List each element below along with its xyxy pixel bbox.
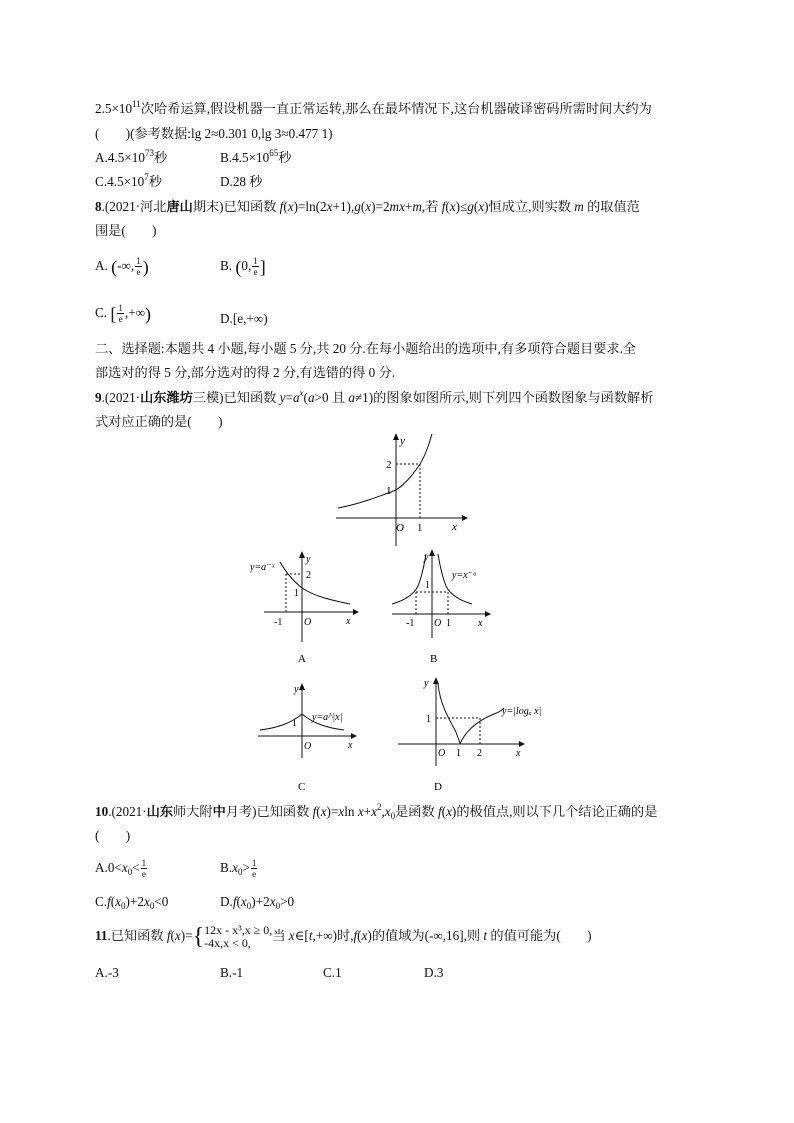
x-label: x	[516, 748, 521, 759]
x-label: x	[348, 740, 353, 751]
tick-2x: 2	[477, 748, 482, 759]
func-label: y=a⁻ˣ	[250, 562, 275, 573]
q7-line1: $2.5\times 10^{11}$次哈希运算,假设机器一直正常运转,那么在最坏情况下,这台机器破译密码所需时间大约为	[95, 99, 652, 116]
y-axis-arrow-icon	[429, 549, 435, 556]
graph-label: B	[430, 653, 438, 665]
tick-2: 2	[306, 570, 311, 581]
graph-label: C	[298, 781, 306, 793]
graph-label: D	[434, 781, 442, 793]
q10-line2: ( )	[95, 828, 131, 843]
tick-m1: -1	[406, 618, 415, 629]
q11-piecewise: 12x - x³,x ≥ 0, -4x,x < 0,	[204, 923, 273, 950]
x-label: x	[478, 618, 483, 629]
q8-option-d[interactable]: D.[e,+∞)	[220, 311, 268, 326]
curve	[280, 562, 350, 604]
tick-1x: 1	[446, 618, 451, 629]
origin: O	[438, 748, 446, 759]
q9-main-graph	[330, 432, 470, 550]
q11-stem: 11.已知函数 f(x)={ 12x - x³,x ≥ 0, -4x,x < 0, 当 x∈[t,+∞)时,f(x)的值域为(-∞,16],则 t 的值可能为( )	[95, 923, 592, 950]
x-axis-arrow-icon	[519, 741, 525, 747]
origin: O	[304, 617, 312, 628]
x-label: x	[346, 616, 351, 627]
graph-label: A	[298, 653, 306, 665]
q8-option-b[interactable]: B. (0, $\frac{1}{e}$ ]	[220, 256, 266, 278]
tick-1x: 1	[456, 748, 461, 759]
x-axis-arrow-icon	[462, 515, 468, 521]
y-label: y	[424, 552, 429, 563]
curve-left	[392, 554, 426, 604]
curve	[438, 684, 504, 744]
origin: O	[434, 618, 442, 629]
x-axis-arrow-icon	[485, 611, 491, 617]
origin: O	[304, 741, 312, 752]
q11-option-a[interactable]: A.-3	[95, 965, 119, 980]
tick-m1: -1	[274, 617, 283, 628]
q9-line1: 9.(2021·山东潍坊三模)已知函数 $y=a^x(a>0$ 且 a≠1)的图象如图所示,则下列四个函数图象与函数解析	[95, 388, 654, 405]
q10-option-c[interactable]: $C.f(x_0)+2x_0<0$	[95, 894, 169, 911]
q11-option-b[interactable]: B.-1	[220, 965, 244, 980]
y-axis-arrow-icon	[299, 683, 305, 690]
x-axis-arrow-icon	[351, 733, 357, 739]
q7-option-c[interactable]: $C.4.5\times 10^7$秒	[95, 172, 162, 189]
y-axis-arrow-icon	[299, 551, 305, 558]
exp-curve	[338, 434, 432, 508]
section2-line1: 二、选择题:本题共 4 小题,每小题 5 分,共 20 分.在每小题给出的选项中,有多项符合题目要求.全	[95, 341, 637, 356]
tick-1: 1	[292, 718, 297, 729]
q10-option-a[interactable]: $A.0<x_0<$ $\frac{1}{e}$	[95, 858, 147, 880]
y-label: y	[306, 554, 311, 565]
func-label: y=a^|x|	[312, 712, 343, 723]
y-axis-arrow-icon	[393, 433, 399, 440]
func-label: y=x⁻ᵃ	[452, 570, 477, 581]
tick-1y: 1	[425, 580, 430, 591]
q9-graph-c	[254, 678, 364, 796]
x-label: x	[452, 521, 457, 533]
section2-line2: 部选对的得 5 分,部分选对的得 2 分,有选错的得 0 分.	[95, 365, 396, 380]
y-label: y	[294, 684, 299, 695]
x-axis-arrow-icon	[353, 609, 359, 615]
q7-option-d[interactable]: D.28 秒	[220, 174, 263, 189]
tick-1: 1	[294, 588, 299, 599]
y-label: y	[424, 678, 429, 689]
tick-1y: 1	[426, 714, 431, 725]
q11-option-d[interactable]: D.3	[424, 965, 444, 980]
q9-graph-b	[388, 548, 498, 666]
tick-1: 1	[386, 485, 392, 497]
q10-option-b[interactable]: $B.x_0>$ $\frac{1}{e}$	[220, 858, 257, 880]
tick-2: 2	[386, 459, 392, 471]
func-label: y=|logₐ x|	[502, 706, 542, 717]
q10-option-d[interactable]: $D.f(x_0)+2x_0>0$	[220, 894, 295, 911]
q7-option-b[interactable]: $B.4.5\times 10^{65}$秒	[220, 148, 292, 165]
q9-graph-d	[394, 674, 584, 796]
q9-graph-a	[250, 550, 360, 666]
q9-line2: 式对应正确的是( )	[95, 414, 223, 429]
q7-option-a[interactable]: $A.4.5\times 10^{73}$秒	[95, 148, 168, 165]
q8-line2: 围是( )	[95, 223, 157, 238]
tick-x1: 1	[417, 522, 423, 534]
y-label: y	[400, 435, 405, 447]
q7-line2: ( )(参考数据:lg 2≈0.301 0,lg 3≈0.477 1)	[95, 126, 333, 141]
q10-line1: 10.(2021·山东师大附中月考)已知函数 f(x)=xln $x+x^2,x_0$是函数 f(x)的极值点,则以下几个结论正确的是	[95, 802, 658, 821]
q11-option-c[interactable]: C.1	[323, 965, 342, 980]
q8-line1: 8.(2021·河北唐山期末)已知函数 f(x)=ln(2x+1),g(x)=2mx+m,若 f(x)≤g(x)恒成立,则实数 m 的取值范	[95, 199, 640, 214]
origin: O	[396, 522, 404, 534]
q8-option-c[interactable]: C. [ $\frac{1}{e}$ ,+∞)	[95, 303, 152, 325]
y-axis-arrow-icon	[433, 677, 439, 684]
q8-option-a[interactable]: A. (-∞, $\frac{1}{e}$ )	[95, 256, 149, 278]
